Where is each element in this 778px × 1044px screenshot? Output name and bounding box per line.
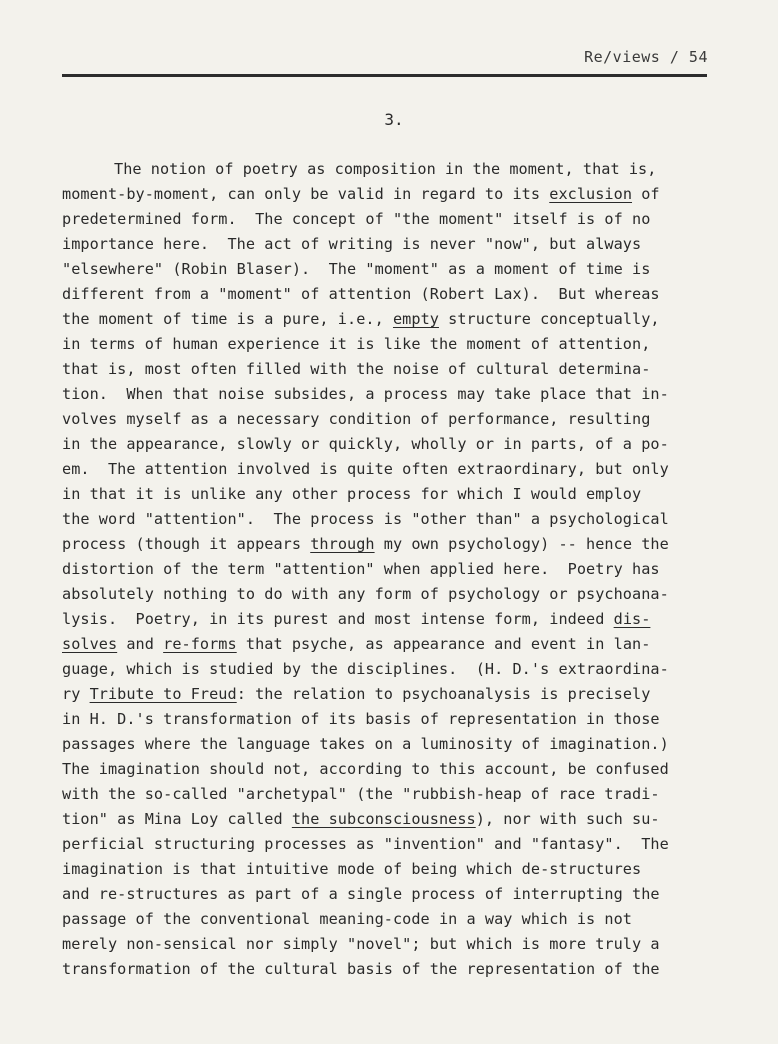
text-segment: in terms of human experience it is like the moment of attention,	[62, 335, 651, 353]
text-segment: and re-structures as part of a single process of interrupting the	[62, 885, 660, 903]
text-segment: merely non-sensical nor simply "novel"; but which is more truly a	[62, 935, 660, 953]
text-segment: "elsewhere" (Robin Blaser). The "moment" as a moment of time is	[62, 260, 651, 278]
text-segment: predetermined form. The concept of "the moment" itself is of no	[62, 210, 651, 228]
text-line	[62, 682, 722, 707]
text-segment: : the relation to psychoanalysis is precisely	[236, 685, 651, 703]
text-segment: moment-by-moment, can only be valid in regard to its	[62, 185, 550, 203]
text-line	[62, 832, 722, 857]
underlined-phrase: the subconsciousness	[291, 810, 476, 828]
header-rule	[62, 74, 707, 77]
text-line	[62, 207, 722, 232]
text-line	[62, 357, 722, 382]
text-line	[62, 757, 722, 782]
text-line	[62, 707, 722, 732]
text-segment: transformation of the cultural basis of the representation of the	[62, 960, 660, 978]
text-segment: importance here. The act of writing is never "now", but always	[62, 235, 642, 253]
text-line	[62, 157, 722, 182]
underlined-phrase: exclusion	[549, 185, 633, 203]
text-line	[62, 532, 722, 557]
text-segment: guage, which is studied by the disciplines. (H. D.'s extraordina-	[62, 660, 669, 678]
text-segment: my own psychology) -- hence the	[374, 535, 669, 553]
text-line	[62, 382, 722, 407]
text-segment: and	[117, 635, 164, 653]
text-segment: passages where the language takes on a luminosity of imagination.)	[62, 735, 669, 753]
underlined-phrase: Tribute to Freud	[89, 685, 237, 703]
text-segment: structure conceptually,	[438, 310, 660, 328]
text-line	[62, 632, 722, 657]
text-line	[62, 307, 722, 332]
text-segment: passage of the conventional meaning-code in a way which is not	[62, 910, 633, 928]
text-line	[62, 282, 722, 307]
text-line	[62, 432, 722, 457]
text-segment: different from a "moment" of attention (Robert Lax). But whereas	[62, 285, 660, 303]
text-line	[62, 657, 722, 682]
text-segment: em. The attention involved is quite often extraordinary, but only	[62, 460, 669, 478]
text-segment: in the appearance, slowly or quickly, wholly or in parts, of a po-	[62, 435, 669, 453]
text-segment: tion. When that noise subsides, a process may take place that in-	[62, 385, 669, 403]
text-segment: lysis. Poetry, in its purest and most intense form, indeed	[62, 610, 614, 628]
text-segment: tion" as Mina Loy called	[62, 810, 292, 828]
text-segment: perficial structuring processes as "invention" and "fantasy". The	[62, 835, 669, 853]
text-segment: of	[632, 185, 660, 203]
text-line	[62, 557, 722, 582]
text-line	[62, 882, 722, 907]
text-segment: with the so-called "archetypal" (the "rubbish-heap of race tradi-	[62, 785, 660, 803]
text-line	[62, 482, 722, 507]
text-line	[62, 257, 722, 282]
text-line	[62, 857, 722, 882]
underlined-phrase: through	[310, 535, 375, 553]
text-segment: in that it is unlike any other process for which I would employ	[62, 485, 642, 503]
text-line	[62, 782, 722, 807]
text-segment: that psyche, as appearance and event in lan-	[236, 635, 651, 653]
text-segment: that is, most often filled with the noise of cultural determina-	[62, 360, 651, 378]
text-segment: The notion of poetry as composition in the moment, that is,	[114, 160, 657, 178]
text-line	[62, 907, 722, 932]
underlined-phrase: re-forms	[163, 635, 237, 653]
text-line	[62, 607, 722, 632]
text-line	[62, 932, 722, 957]
text-line	[62, 507, 722, 532]
text-segment: The imagination should not, according to this account, be confused	[62, 760, 669, 778]
text-segment: the moment of time is a pure, i.e.,	[62, 310, 393, 328]
text-segment: volves myself as a necessary condition of performance, resulting	[62, 410, 651, 428]
text-segment: in H. D.'s transformation of its basis of representation in those	[62, 710, 660, 728]
text-line	[62, 332, 722, 357]
text-segment: ry	[62, 685, 90, 703]
underlined-phrase: empty	[392, 310, 439, 328]
text-segment: process (though it appears	[62, 535, 311, 553]
text-segment: distortion of the term "attention" when applied here. Poetry has	[62, 560, 660, 578]
text-line	[62, 957, 722, 982]
text-segment: the word "attention". The process is "other than" a psychological	[62, 510, 669, 528]
text-segment: absolutely nothing to do with any form of psychology or psychoana-	[62, 585, 669, 603]
text-line	[62, 732, 722, 757]
text-segment: imagination is that intuitive mode of being which de-structures	[62, 860, 642, 878]
text-line	[62, 582, 722, 607]
underlined-phrase: dis-	[613, 610, 651, 628]
text-line	[62, 232, 722, 257]
running-header: Re/views / 54	[584, 48, 708, 66]
section-number: 3.	[384, 110, 404, 129]
text-line	[62, 807, 722, 832]
body-paragraph	[62, 157, 722, 982]
underlined-phrase: solves	[62, 635, 118, 653]
text-line	[62, 407, 722, 432]
text-line	[62, 182, 722, 207]
text-segment: ), nor with such su-	[475, 810, 660, 828]
text-line	[62, 457, 722, 482]
